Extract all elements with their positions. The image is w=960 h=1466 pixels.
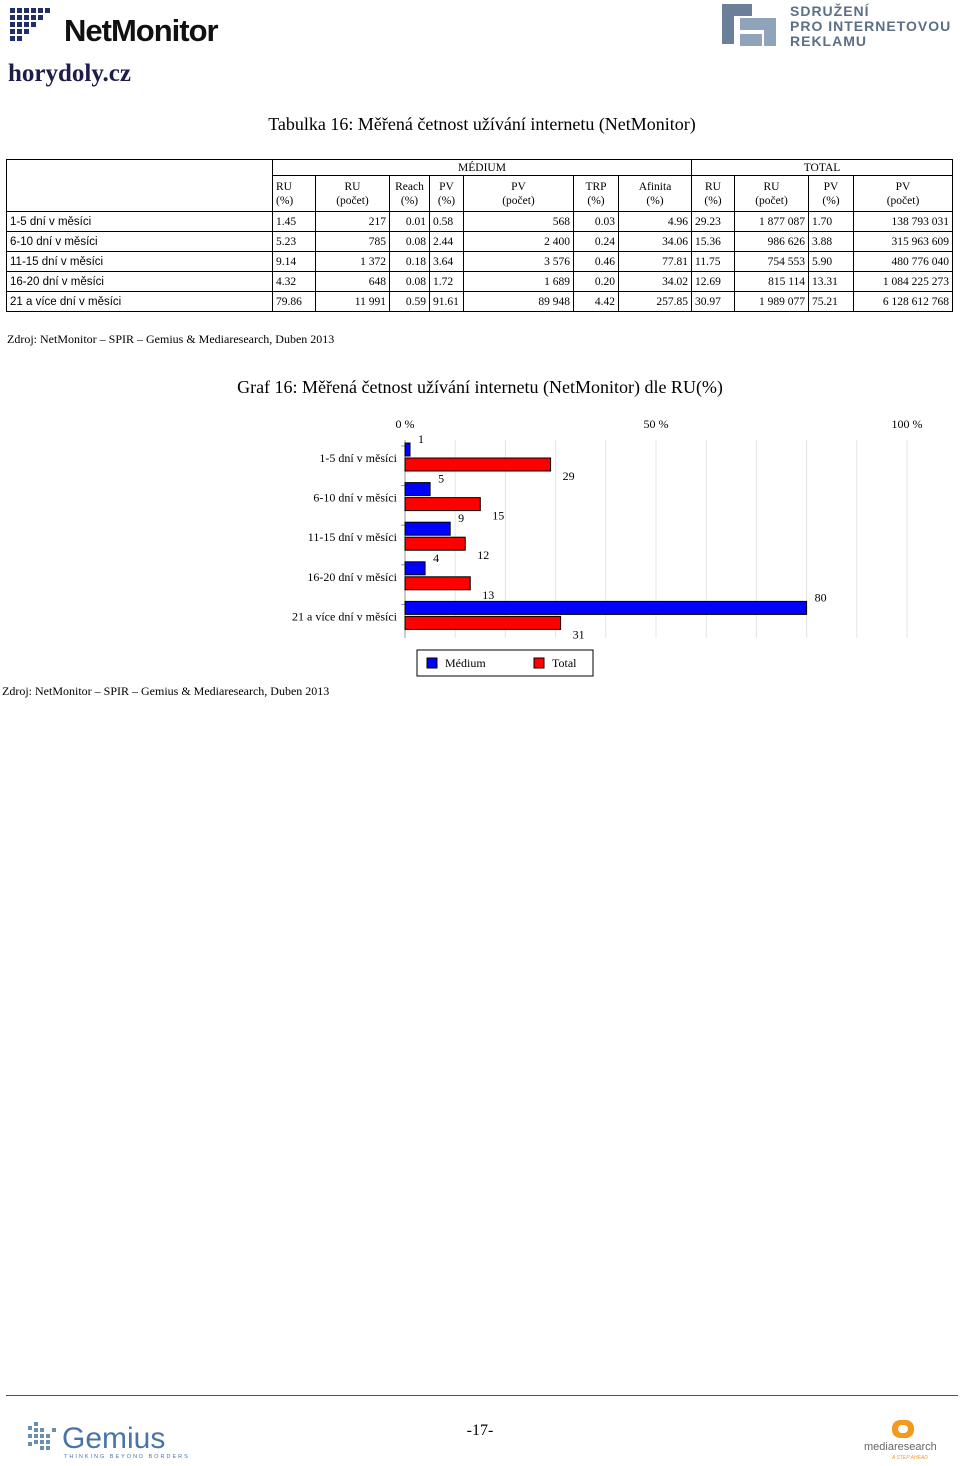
table-cell: 30.97 <box>692 292 735 312</box>
table-cell: 91.61 <box>430 292 464 312</box>
table-row <box>7 252 953 272</box>
table-cell: 11.75 <box>692 252 735 272</box>
table-cell: 2.44 <box>430 232 464 252</box>
table-cell: 0.58 <box>430 212 464 232</box>
chart-source: Zdroj: NetMonitor – SPIR – Gemius & Mediaresearch, Duben 2013 <box>2 684 330 698</box>
legend-swatch <box>534 658 544 668</box>
mediaresearch-logo-text: mediaresearch <box>864 1441 937 1453</box>
column-header-line: RU <box>344 180 361 193</box>
table-cell: 1 689 <box>464 272 574 292</box>
table-cell: 785 <box>316 232 390 252</box>
column-header <box>273 176 316 212</box>
row-label: 21 a více dní v měsíci <box>7 292 273 312</box>
data-table <box>6 159 953 312</box>
column-header-line: PV <box>823 180 839 193</box>
table-cell: 1 989 077 <box>735 292 809 312</box>
gemius-tagline: THINKING BEYOND BORDERS <box>64 1454 190 1460</box>
table-cell: 568 <box>464 212 574 232</box>
table-cell: 11 991 <box>316 292 390 312</box>
table-row <box>7 212 953 232</box>
table-cell: 4.42 <box>574 292 619 312</box>
table-cell: 315 963 609 <box>854 232 953 252</box>
bar <box>405 616 561 629</box>
column-header-line: PV <box>895 180 911 193</box>
table-cell: 0.18 <box>390 252 430 272</box>
table-cell: 79.86 <box>273 292 316 312</box>
x-tick-label: 100 % <box>891 417 923 431</box>
page-number: -17- <box>466 1422 494 1439</box>
category-label: 1-5 dní v měsíci <box>319 451 397 465</box>
column-header <box>692 176 735 212</box>
data-label: 12 <box>477 548 490 563</box>
column-header <box>735 176 809 212</box>
data-label: 15 <box>492 508 505 523</box>
column-header-unit: (%) <box>587 194 605 207</box>
site-name: horydoly.cz <box>8 60 131 87</box>
column-header-line: RU <box>763 180 780 193</box>
table-cell: 4.96 <box>619 212 692 232</box>
table-cell: 480 776 040 <box>854 252 953 272</box>
table-cell: 3.64 <box>430 252 464 272</box>
legend-label: Total <box>552 656 577 670</box>
table-cell: 648 <box>316 272 390 292</box>
category-label: 11-15 dní v měsíci <box>307 530 397 545</box>
table-source: Zdroj: NetMonitor – SPIR – Gemius & Mediaresearch, Duben 2013 <box>7 332 335 346</box>
bar-chart <box>0 410 960 700</box>
column-header-unit: (počet) <box>886 194 920 207</box>
column-header-line: Afinita <box>638 180 672 193</box>
table-cell: 0.08 <box>390 232 430 252</box>
column-header-line: RU <box>705 180 721 193</box>
data-label: 29 <box>562 469 575 483</box>
table-cell: 34.02 <box>619 272 692 292</box>
table-cell: 1 372 <box>316 252 390 272</box>
table-cell: 0.20 <box>574 272 619 292</box>
column-header-line: PV <box>439 180 454 193</box>
table-cell: 6 128 612 768 <box>854 292 953 312</box>
row-label: 11-15 dní v měsíci <box>7 252 273 272</box>
chart-title: Graf 16: Měřená četnost užívání internetu (NetMonitor) dle RU(%) <box>237 377 723 397</box>
table-cell: 1 084 225 273 <box>854 272 953 292</box>
table-cell: 3.88 <box>809 232 854 252</box>
bar <box>405 577 470 590</box>
data-label: 4 <box>433 550 440 565</box>
spir-logo-text <box>790 4 951 49</box>
table-cell: 138 793 031 <box>854 212 953 232</box>
table-cell: 1.72 <box>430 272 464 292</box>
gemius-logo-text: Gemius <box>62 1422 166 1455</box>
table-cell: 1.70 <box>809 212 854 232</box>
footer-divider <box>6 1395 958 1396</box>
table-cell: 0.24 <box>574 232 619 252</box>
column-header <box>464 176 574 212</box>
category-label: 16-20 dní v měsíci <box>307 569 397 584</box>
mediaresearch-logo <box>862 1418 944 1462</box>
row-label: 1-5 dní v měsíci <box>7 212 273 232</box>
bar <box>405 562 425 575</box>
mediaresearch-tagline: A STEP AHEAD <box>892 1455 928 1461</box>
legend-swatch <box>427 658 437 668</box>
data-label: 5 <box>438 471 445 486</box>
bar <box>405 522 450 535</box>
column-header-line: PV <box>511 180 526 193</box>
data-label: 31 <box>572 627 585 642</box>
table-row <box>7 272 953 292</box>
group-medium: MÉDIUM <box>273 160 692 176</box>
column-header <box>809 176 854 212</box>
column-header-unit: (%) <box>822 194 840 207</box>
column-header <box>854 176 953 212</box>
table-cell: 3 576 <box>464 252 574 272</box>
x-tick-label: 0 % <box>395 417 415 431</box>
spir-line-3: REKLAMU <box>790 33 867 49</box>
table-row <box>7 232 953 252</box>
table-cell: 754 553 <box>735 252 809 272</box>
spir-logo <box>720 2 956 50</box>
table-cell: 75.21 <box>809 292 854 312</box>
column-header <box>574 176 619 212</box>
table-cell: 15.36 <box>692 232 735 252</box>
column-header-line: Reach <box>395 180 424 193</box>
table-cell: 9.14 <box>273 252 316 272</box>
table-corner <box>7 160 273 212</box>
column-header <box>619 176 692 212</box>
bar <box>405 537 465 550</box>
spir-mark-icon <box>720 2 778 48</box>
netmonitor-logo-text: NetMonitor <box>64 13 218 48</box>
bar <box>405 498 480 511</box>
column-header-unit: (%) <box>646 194 664 207</box>
column-header-line: TRP <box>585 180 607 193</box>
category-label: 6-10 dní v měsíci <box>313 490 397 505</box>
table-cell: 257.85 <box>619 292 692 312</box>
table-cell: 0.01 <box>390 212 430 232</box>
category-label: 21 a více dní v měsíci <box>292 609 397 624</box>
x-tick-label: 50 % <box>643 417 669 431</box>
bar <box>405 601 807 614</box>
table-cell: 0.08 <box>390 272 430 292</box>
spir-line-2: PRO INTERNETOVOU <box>790 18 952 34</box>
data-label: 9 <box>458 511 465 526</box>
data-label: 1 <box>418 432 425 446</box>
table-title-text: Tabulka 16: Měřená četnost užívání internetu (NetMonitor) <box>268 114 696 134</box>
column-header-unit: (%) <box>400 194 419 207</box>
column-header-unit: (počet) <box>336 194 369 207</box>
table-cell: 0.03 <box>574 212 619 232</box>
netmonitor-logo <box>8 6 240 50</box>
spir-line-1: SDRUŽENÍ <box>790 3 870 19</box>
table-cell: 1.45 <box>273 212 316 232</box>
table-cell: 89 948 <box>464 292 574 312</box>
column-header-unit: (počet) <box>755 194 788 207</box>
table-cell: 5.90 <box>809 252 854 272</box>
column-header <box>316 176 390 212</box>
column-header-unit: (%) <box>437 194 456 207</box>
bar <box>405 483 430 496</box>
table-cell: 29.23 <box>692 212 735 232</box>
bar <box>405 443 410 456</box>
table-row <box>7 292 953 312</box>
table-cell: 4.32 <box>273 272 316 292</box>
table-title <box>0 114 960 135</box>
table-cell: 217 <box>316 212 390 232</box>
table-cell: 12.69 <box>692 272 735 292</box>
bar <box>405 458 551 471</box>
column-header-unit: (%) <box>276 194 294 207</box>
column-header <box>390 176 430 212</box>
column-header-line: RU <box>276 180 292 193</box>
table-cell: 77.81 <box>619 252 692 272</box>
column-header-unit: (počet) <box>502 194 535 207</box>
column-header-unit: (%) <box>704 194 722 207</box>
table-cell: 0.59 <box>390 292 430 312</box>
data-label: 80 <box>814 590 827 605</box>
table-cell: 34.06 <box>619 232 692 252</box>
legend-label: Médium <box>445 656 486 670</box>
group-total: TOTAL <box>692 160 953 176</box>
table-cell: 2 400 <box>464 232 574 252</box>
netmonitor-grid-icon <box>8 6 60 46</box>
table-cell: 1 877 087 <box>735 212 809 232</box>
data-label: 13 <box>482 587 495 602</box>
row-label: 16-20 dní v měsíci <box>7 272 273 292</box>
row-label: 6-10 dní v měsíci <box>7 232 273 252</box>
table-cell: 5.23 <box>273 232 316 252</box>
table-cell: 815 114 <box>735 272 809 292</box>
table-cell: 13.31 <box>809 272 854 292</box>
column-header <box>430 176 464 212</box>
table-cell: 986 626 <box>735 232 809 252</box>
table-cell: 0.46 <box>574 252 619 272</box>
